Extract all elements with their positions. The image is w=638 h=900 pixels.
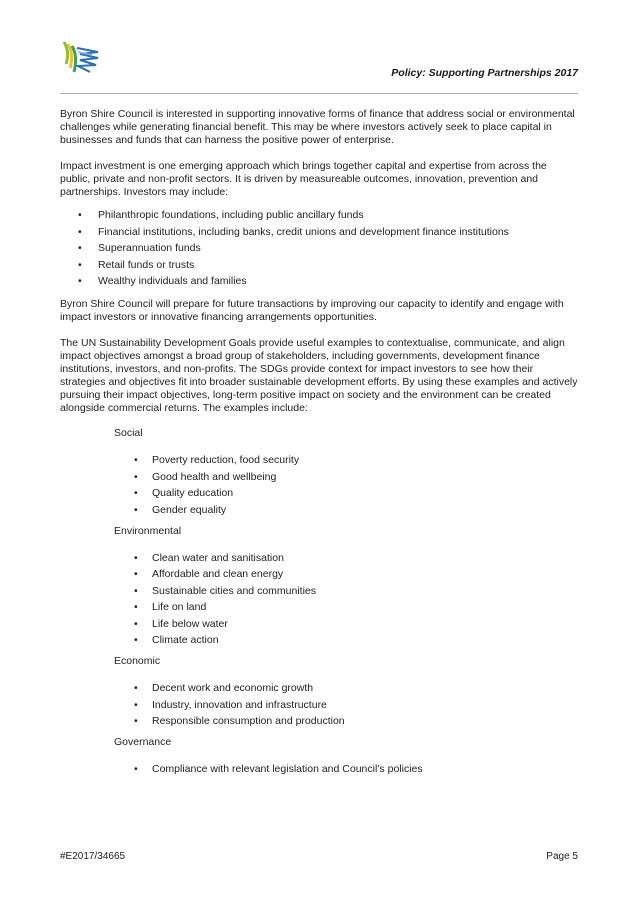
document-body	[60, 108, 580, 780]
group-title: Economic	[114, 655, 161, 667]
social-list	[114, 454, 580, 517]
list-item: • Quality education	[114, 487, 580, 500]
list-item: • Climate action	[114, 634, 580, 647]
economic-list	[114, 682, 580, 728]
list-item: • Responsible consumption and production	[114, 715, 580, 728]
list-item: • Superannuation funds	[60, 242, 580, 255]
environmental-group	[114, 525, 580, 648]
social-group	[114, 427, 580, 517]
intro-paragraph: Byron Shire Council is interested in supporting innovative forms of finance that address social or environmental challenges while generating financial benefit. This may be where investors actively seek to place capital in businesses and funds that can harness the positive power of enterprise.	[60, 108, 575, 146]
page-number: Page 5	[546, 851, 578, 862]
list-item: • Good health and wellbeing	[114, 471, 580, 484]
council-logo	[60, 38, 102, 80]
list-item: • Retail funds or trusts	[60, 259, 580, 272]
group-title: Environmental	[114, 524, 182, 537]
list-item: • Poverty reduction, food security	[114, 454, 580, 467]
header-title: Policy: Supporting Partnerships 2017	[391, 67, 578, 79]
sdg-paragraph: The UN Sustainability Development Goals provide useful examples to contextualise, communicate, and align impact objectives amongst a broad group of stakeholders, including governments, development finance institutions, investors, and non-profits. The SDGs provide context for impact investors to see how their strategies and objectives fit into broader sustainable development efforts. By using these examples and actively pursuing their impact objectives, long-term positive impact on society and the environment can be created alongside commercial returns. The examples include:	[60, 337, 578, 414]
environmental-list	[114, 552, 580, 648]
list-item: • Decent work and economic growth	[114, 682, 580, 695]
list-item: • Industry, innovation and infrastructure	[114, 699, 580, 712]
impact-investment-paragraph: Impact investment is one emerging approach which brings together capital and expertise from across the public, private and non-profit sectors. It is driven by measureable outcomes, innovation, prevention and partnerships. Investors may include:	[60, 160, 547, 198]
list-item: • Wealthy individuals and families	[60, 275, 580, 288]
list-item: • Clean water and sanitisation	[114, 552, 580, 565]
list-item: • Life below water	[114, 618, 580, 631]
prepare-paragraph: Byron Shire Council will prepare for future transactions by improving our capacity to identify and engage with impact investors or innovative financing arrangements opportunities.	[60, 298, 564, 323]
governance-group	[114, 736, 580, 776]
list-item: • Compliance with relevant legislation and Council’s policies	[114, 763, 580, 776]
group-title: Social	[114, 427, 143, 439]
list-item: • Financial institutions, including banks, credit unions and development finance institutions	[60, 226, 580, 239]
document-reference: #E2017/34665	[60, 851, 126, 862]
economic-group	[114, 655, 580, 728]
header-divider	[60, 93, 578, 94]
list-item: • Affordable and clean energy	[114, 568, 580, 581]
list-item: • Gender equality	[114, 504, 580, 517]
group-title: Governance	[114, 736, 172, 748]
governance-list	[114, 763, 580, 776]
list-item: • Sustainable cities and communities	[114, 585, 580, 598]
investor-list	[60, 209, 580, 288]
list-item: • Philanthropic foundations, including public ancillary funds	[60, 209, 580, 222]
list-item: • Life on land	[114, 601, 580, 614]
